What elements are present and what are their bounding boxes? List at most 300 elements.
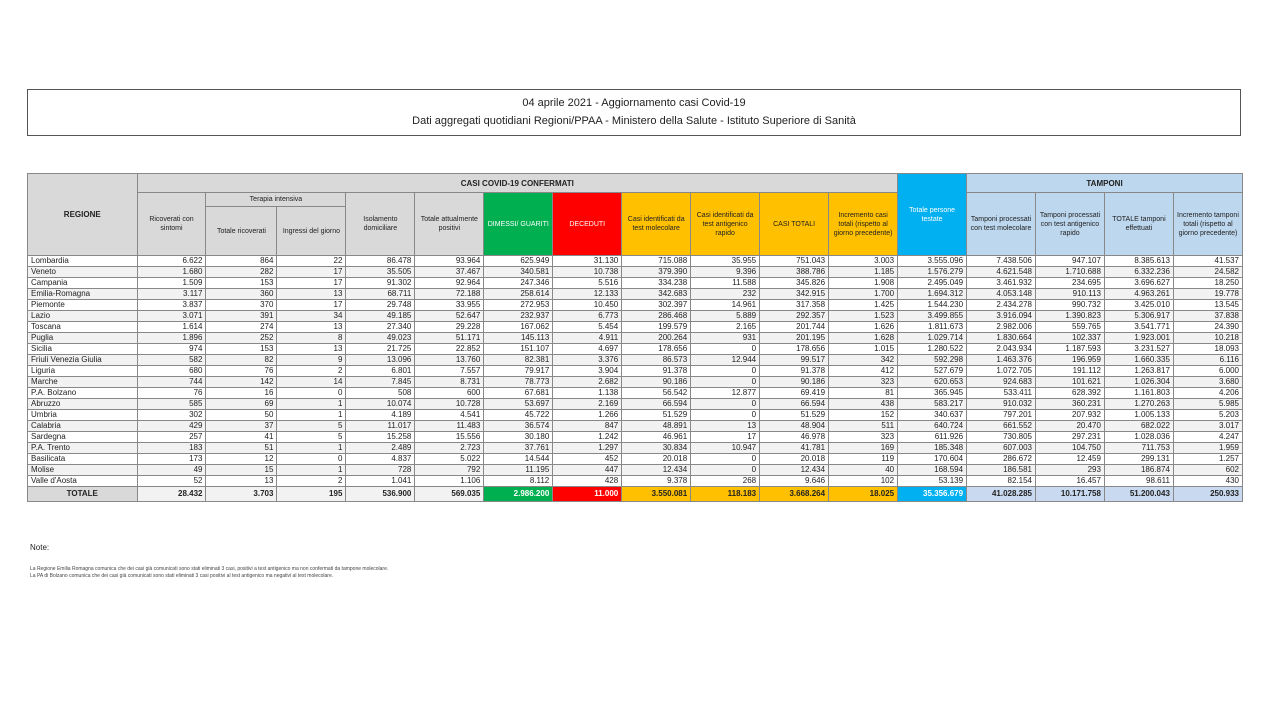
value-cell: 924.683 xyxy=(967,377,1036,388)
value-cell: 5.454 xyxy=(553,322,622,333)
value-cell: 559.765 xyxy=(1036,322,1105,333)
value-cell: 56.542 xyxy=(622,388,691,399)
value-cell: 2.495.049 xyxy=(898,278,967,289)
value-cell: 1.106 xyxy=(415,476,484,487)
report-title: 04 aprile 2021 - Aggiornamento casi Covid-19 xyxy=(522,97,746,109)
value-cell: 35.505 xyxy=(346,267,415,278)
value-cell: 51.529 xyxy=(760,410,829,421)
value-cell: 167.062 xyxy=(484,322,553,333)
region-cell: Emilia-Romagna xyxy=(28,289,138,300)
value-cell: 10.947 xyxy=(691,443,760,454)
value-cell: 178.656 xyxy=(622,344,691,355)
value-cell: 751.043 xyxy=(760,256,829,267)
value-cell: 82.381 xyxy=(484,355,553,366)
value-cell: 90.186 xyxy=(760,377,829,388)
value-cell: 715.088 xyxy=(622,256,691,267)
col-attualmente-positivi: Totale attualmente positivi xyxy=(415,193,484,256)
value-cell: 145.113 xyxy=(484,333,553,344)
value-cell: 2 xyxy=(277,476,346,487)
value-cell: 30.180 xyxy=(484,432,553,443)
value-cell: 3.668.264 xyxy=(760,487,829,502)
value-cell: 102 xyxy=(829,476,898,487)
col-ricoverati: Ricoverati con sintomi xyxy=(137,193,206,256)
value-cell: 12.434 xyxy=(622,465,691,476)
value-cell: 3.425.010 xyxy=(1104,300,1173,311)
value-cell: 6.000 xyxy=(1173,366,1242,377)
region-cell: Campania xyxy=(28,278,138,289)
value-cell: 640.724 xyxy=(898,421,967,432)
value-cell: 6.801 xyxy=(346,366,415,377)
value-cell: 428 xyxy=(553,476,622,487)
value-cell: 52 xyxy=(137,476,206,487)
value-cell: 0 xyxy=(691,410,760,421)
value-cell: 118.183 xyxy=(691,487,760,502)
value-cell: 3.376 xyxy=(553,355,622,366)
value-cell: 1.628 xyxy=(829,333,898,344)
value-cell: 46.978 xyxy=(760,432,829,443)
value-cell: 1.280.522 xyxy=(898,344,967,355)
value-cell: 3.461.932 xyxy=(967,278,1036,289)
table-row xyxy=(28,322,1243,333)
col-deceduti: DECEDUTI xyxy=(553,193,622,256)
table-row xyxy=(28,278,1243,289)
value-cell: 3.555.096 xyxy=(898,256,967,267)
value-cell: 1.297 xyxy=(553,443,622,454)
value-cell: 22.852 xyxy=(415,344,484,355)
value-cell: 13.760 xyxy=(415,355,484,366)
table-row xyxy=(28,410,1243,421)
value-cell: 40 xyxy=(829,465,898,476)
value-cell: 2.489 xyxy=(346,443,415,454)
value-cell: 10.171.758 xyxy=(1036,487,1105,502)
value-cell: 178.656 xyxy=(760,344,829,355)
value-cell: 13 xyxy=(691,421,760,432)
col-test-molecolare: Casi identificati da test molecolare xyxy=(622,193,691,256)
value-cell: 293 xyxy=(1036,465,1105,476)
value-cell: 232.937 xyxy=(484,311,553,322)
value-cell: 592.298 xyxy=(898,355,967,366)
value-cell: 4.697 xyxy=(553,344,622,355)
value-cell: 199.579 xyxy=(622,322,691,333)
value-cell: 258.614 xyxy=(484,289,553,300)
value-cell: 1.266 xyxy=(553,410,622,421)
value-cell: 252 xyxy=(206,333,277,344)
value-cell: 98.611 xyxy=(1104,476,1173,487)
value-cell: 1.576.279 xyxy=(898,267,967,278)
value-cell: 69.419 xyxy=(760,388,829,399)
value-cell: 11.483 xyxy=(415,421,484,432)
value-cell: 1 xyxy=(277,443,346,454)
value-cell: 53.139 xyxy=(898,476,967,487)
notes-label: Note: xyxy=(30,543,50,552)
value-cell: 207.932 xyxy=(1036,410,1105,421)
value-cell: 201.195 xyxy=(760,333,829,344)
value-cell: 365.945 xyxy=(898,388,967,399)
value-cell: 14.961 xyxy=(691,300,760,311)
value-cell: 41 xyxy=(206,432,277,443)
col-regione: REGIONE xyxy=(28,174,138,256)
value-cell: 1.811.673 xyxy=(898,322,967,333)
value-cell: 268 xyxy=(691,476,760,487)
value-cell: 82.154 xyxy=(967,476,1036,487)
region-cell: Marche xyxy=(28,377,138,388)
value-cell: 41.537 xyxy=(1173,256,1242,267)
value-cell: 7.845 xyxy=(346,377,415,388)
value-cell: 92.964 xyxy=(415,278,484,289)
value-cell: 3.117 xyxy=(137,289,206,300)
value-cell: 360.231 xyxy=(1036,399,1105,410)
value-cell: 10.218 xyxy=(1173,333,1242,344)
col-test-antigenico: Casi identificati da test antigenico rapido xyxy=(691,193,760,256)
group-terapia-intensiva: Terapia intensiva xyxy=(206,193,346,207)
value-cell: 602 xyxy=(1173,465,1242,476)
value-cell: 342.915 xyxy=(760,289,829,300)
col-tamponi-antigenico: Tamponi processati con test antigenico rapido xyxy=(1036,193,1105,256)
value-cell: 24.582 xyxy=(1173,267,1242,278)
table-row xyxy=(28,333,1243,344)
value-cell: 1.959 xyxy=(1173,443,1242,454)
value-cell: 18.025 xyxy=(829,487,898,502)
value-cell: 49 xyxy=(137,465,206,476)
value-cell: 628.392 xyxy=(1036,388,1105,399)
value-cell: 0 xyxy=(277,454,346,465)
value-cell: 45.722 xyxy=(484,410,553,421)
value-cell: 1.138 xyxy=(553,388,622,399)
value-cell: 119 xyxy=(829,454,898,465)
value-cell: 91.378 xyxy=(760,366,829,377)
value-cell: 20.018 xyxy=(622,454,691,465)
value-cell: 67.681 xyxy=(484,388,553,399)
value-cell: 16.457 xyxy=(1036,476,1105,487)
value-cell: 1.896 xyxy=(137,333,206,344)
value-cell: 12.434 xyxy=(760,465,829,476)
value-cell: 429 xyxy=(137,421,206,432)
table-row xyxy=(28,311,1243,322)
value-cell: 611.926 xyxy=(898,432,967,443)
value-cell: 151.107 xyxy=(484,344,553,355)
value-cell: 1.509 xyxy=(137,278,206,289)
value-cell: 20.470 xyxy=(1036,421,1105,432)
table-row xyxy=(28,256,1243,267)
value-cell: 6.622 xyxy=(137,256,206,267)
value-cell: 974 xyxy=(137,344,206,355)
value-cell: 286.672 xyxy=(967,454,1036,465)
value-cell: 21.725 xyxy=(346,344,415,355)
value-cell: 35.955 xyxy=(691,256,760,267)
value-cell: 14 xyxy=(277,377,346,388)
table-row xyxy=(28,399,1243,410)
table-row xyxy=(28,289,1243,300)
table-row xyxy=(28,454,1243,465)
value-cell: 323 xyxy=(829,377,898,388)
value-cell: 7.557 xyxy=(415,366,484,377)
value-cell: 31.130 xyxy=(553,256,622,267)
value-cell: 48.891 xyxy=(622,421,691,432)
value-cell: 8.731 xyxy=(415,377,484,388)
value-cell: 51.529 xyxy=(622,410,691,421)
value-cell: 66.594 xyxy=(622,399,691,410)
col-ti-totale: Totale ricoverati xyxy=(206,207,277,256)
value-cell: 1.908 xyxy=(829,278,898,289)
value-cell: 6.332.236 xyxy=(1104,267,1173,278)
value-cell: 185.348 xyxy=(898,443,967,454)
value-cell: 536.900 xyxy=(346,487,415,502)
region-cell: Umbria xyxy=(28,410,138,421)
value-cell: 1 xyxy=(277,399,346,410)
value-cell: 173 xyxy=(137,454,206,465)
value-cell: 1.694.312 xyxy=(898,289,967,300)
value-cell: 3.231.527 xyxy=(1104,344,1173,355)
value-cell: 585 xyxy=(137,399,206,410)
value-cell: 186.874 xyxy=(1104,465,1173,476)
value-cell: 302.397 xyxy=(622,300,691,311)
value-cell: 10.728 xyxy=(415,399,484,410)
value-cell: 5.985 xyxy=(1173,399,1242,410)
value-cell: 744 xyxy=(137,377,206,388)
table-row xyxy=(28,366,1243,377)
region-cell: P.A. Bolzano xyxy=(28,388,138,399)
value-cell: 412 xyxy=(829,366,898,377)
value-cell: 51.171 xyxy=(415,333,484,344)
table-row xyxy=(28,300,1243,311)
value-cell: 910.113 xyxy=(1036,289,1105,300)
value-cell: 169 xyxy=(829,443,898,454)
region-cell: Valle d'Aosta xyxy=(28,476,138,487)
col-isolamento: Isolamento domiciliare xyxy=(346,193,415,256)
value-cell: 5 xyxy=(277,421,346,432)
value-cell: 9.396 xyxy=(691,267,760,278)
value-cell: 8.385.613 xyxy=(1104,256,1173,267)
table-row xyxy=(28,443,1243,454)
value-cell: 1.041 xyxy=(346,476,415,487)
value-cell: 661.552 xyxy=(967,421,1036,432)
value-cell: 201.744 xyxy=(760,322,829,333)
value-cell: 15.556 xyxy=(415,432,484,443)
value-cell: 4.247 xyxy=(1173,432,1242,443)
value-cell: 4.206 xyxy=(1173,388,1242,399)
value-cell: 53.697 xyxy=(484,399,553,410)
value-cell: 4.541 xyxy=(415,410,484,421)
value-cell: 29.748 xyxy=(346,300,415,311)
value-cell: 13 xyxy=(206,476,277,487)
value-cell: 1.242 xyxy=(553,432,622,443)
value-cell: 711.753 xyxy=(1104,443,1173,454)
value-cell: 48.904 xyxy=(760,421,829,432)
table-row xyxy=(28,421,1243,432)
value-cell: 1 xyxy=(277,465,346,476)
value-cell: 990.732 xyxy=(1036,300,1105,311)
col-persone-testate: Totale persone testate xyxy=(898,174,967,256)
region-cell: Basilicata xyxy=(28,454,138,465)
value-cell: 200.264 xyxy=(622,333,691,344)
value-cell: 340.581 xyxy=(484,267,553,278)
value-cell: 1.072.705 xyxy=(967,366,1036,377)
col-incremento-casi: Incremento casi totali (rispetto al giorno precedente) xyxy=(829,193,898,256)
value-cell: 334.238 xyxy=(622,278,691,289)
region-cell: Lazio xyxy=(28,311,138,322)
value-cell: 13 xyxy=(277,289,346,300)
col-casi-totali: CASI TOTALI xyxy=(760,193,829,256)
value-cell: 153 xyxy=(206,344,277,355)
value-cell: 186.581 xyxy=(967,465,1036,476)
value-cell: 104.750 xyxy=(1036,443,1105,454)
value-cell: 4.837 xyxy=(346,454,415,465)
value-cell: 37.761 xyxy=(484,443,553,454)
region-cell: Abruzzo xyxy=(28,399,138,410)
value-cell: 345.826 xyxy=(760,278,829,289)
value-cell: 340.637 xyxy=(898,410,967,421)
value-cell: 17 xyxy=(691,432,760,443)
value-cell: 41.028.285 xyxy=(967,487,1036,502)
region-cell: Molise xyxy=(28,465,138,476)
notes-section xyxy=(30,543,388,580)
value-cell: 4.911 xyxy=(553,333,622,344)
value-cell: 91.378 xyxy=(622,366,691,377)
col-incremento-tamponi: Incremento tamponi totali (rispetto al giorno precedente) xyxy=(1173,193,1242,256)
value-cell: 3.550.081 xyxy=(622,487,691,502)
value-cell: 19.778 xyxy=(1173,289,1242,300)
value-cell: 317.358 xyxy=(760,300,829,311)
value-cell: 18.250 xyxy=(1173,278,1242,289)
region-cell: Veneto xyxy=(28,267,138,278)
value-cell: 17 xyxy=(277,267,346,278)
value-cell: 682.022 xyxy=(1104,421,1173,432)
value-cell: 90.186 xyxy=(622,377,691,388)
value-cell: 447 xyxy=(553,465,622,476)
value-cell: 72.188 xyxy=(415,289,484,300)
value-cell: 5.516 xyxy=(553,278,622,289)
value-cell: 272.953 xyxy=(484,300,553,311)
value-cell: 12.459 xyxy=(1036,454,1105,465)
group-tamponi: TAMPONI xyxy=(967,174,1243,193)
value-cell: 2.723 xyxy=(415,443,484,454)
value-cell: 8 xyxy=(277,333,346,344)
value-cell: 360 xyxy=(206,289,277,300)
value-cell: 1.270.263 xyxy=(1104,399,1173,410)
value-cell: 1.187.593 xyxy=(1036,344,1105,355)
report-title-box xyxy=(27,89,1241,136)
value-cell: 11.588 xyxy=(691,278,760,289)
value-cell: 3.916.094 xyxy=(967,311,1036,322)
value-cell: 1.700 xyxy=(829,289,898,300)
value-cell: 102.337 xyxy=(1036,333,1105,344)
value-cell: 86.573 xyxy=(622,355,691,366)
value-cell: 12 xyxy=(206,454,277,465)
value-cell: 101.621 xyxy=(1036,377,1105,388)
value-cell: 6.773 xyxy=(553,311,622,322)
value-cell: 3.071 xyxy=(137,311,206,322)
value-cell: 508 xyxy=(346,388,415,399)
value-cell: 1.830.664 xyxy=(967,333,1036,344)
value-cell: 22 xyxy=(277,256,346,267)
col-ti-ingressi: Ingressi del giorno xyxy=(277,207,346,256)
value-cell: 99.517 xyxy=(760,355,829,366)
value-cell: 625.949 xyxy=(484,256,553,267)
value-cell: 28.432 xyxy=(137,487,206,502)
table-body xyxy=(28,256,1243,502)
value-cell: 8.112 xyxy=(484,476,553,487)
region-cell: Toscana xyxy=(28,322,138,333)
value-cell: 1.544.230 xyxy=(898,300,967,311)
value-cell: 91.302 xyxy=(346,278,415,289)
value-cell: 234.695 xyxy=(1036,278,1105,289)
value-cell: 153 xyxy=(206,278,277,289)
value-cell: 379.390 xyxy=(622,267,691,278)
value-cell: 680 xyxy=(137,366,206,377)
value-cell: 1.463.376 xyxy=(967,355,1036,366)
value-cell: 4.189 xyxy=(346,410,415,421)
value-cell: 569.035 xyxy=(415,487,484,502)
value-cell: 910.032 xyxy=(967,399,1036,410)
value-cell: 582 xyxy=(137,355,206,366)
covid-data-table xyxy=(27,173,1243,502)
value-cell: 13 xyxy=(277,322,346,333)
value-cell: 1.029.714 xyxy=(898,333,967,344)
value-cell: 3.017 xyxy=(1173,421,1242,432)
region-cell: Liguria xyxy=(28,366,138,377)
value-cell: 13.545 xyxy=(1173,300,1242,311)
value-cell: 78.773 xyxy=(484,377,553,388)
value-cell: 76 xyxy=(137,388,206,399)
value-cell: 10.450 xyxy=(553,300,622,311)
value-cell: 5.889 xyxy=(691,311,760,322)
value-cell: 302 xyxy=(137,410,206,421)
value-cell: 0 xyxy=(691,465,760,476)
value-cell: 34 xyxy=(277,311,346,322)
value-cell: 50 xyxy=(206,410,277,421)
value-cell: 4.053.148 xyxy=(967,289,1036,300)
value-cell: 4.621.548 xyxy=(967,267,1036,278)
value-cell: 452 xyxy=(553,454,622,465)
total-row xyxy=(28,487,1243,502)
value-cell: 191.112 xyxy=(1036,366,1105,377)
value-cell: 195 xyxy=(277,487,346,502)
value-cell: 5.022 xyxy=(415,454,484,465)
table-row xyxy=(28,377,1243,388)
value-cell: 323 xyxy=(829,432,898,443)
region-cell: TOTALE xyxy=(28,487,138,502)
value-cell: 3.703 xyxy=(206,487,277,502)
value-cell: 41.781 xyxy=(760,443,829,454)
value-cell: 282 xyxy=(206,267,277,278)
value-cell: 49.185 xyxy=(346,311,415,322)
value-cell: 1.161.803 xyxy=(1104,388,1173,399)
value-cell: 7.438.506 xyxy=(967,256,1036,267)
value-cell: 3.696.627 xyxy=(1104,278,1173,289)
value-cell: 10.074 xyxy=(346,399,415,410)
value-cell: 30.834 xyxy=(622,443,691,454)
value-cell: 12.877 xyxy=(691,388,760,399)
value-cell: 170.604 xyxy=(898,454,967,465)
region-cell: Calabria xyxy=(28,421,138,432)
value-cell: 152 xyxy=(829,410,898,421)
value-cell: 82 xyxy=(206,355,277,366)
table-row xyxy=(28,267,1243,278)
value-cell: 257 xyxy=(137,432,206,443)
value-cell: 600 xyxy=(415,388,484,399)
value-cell: 12.133 xyxy=(553,289,622,300)
report-subtitle: Dati aggregati quotidiani Regioni/PPAA - Ministero della Salute - Istituto Superiore di Sanità xyxy=(412,115,856,127)
region-cell: P.A. Trento xyxy=(28,443,138,454)
value-cell: 947.107 xyxy=(1036,256,1105,267)
value-cell: 36.574 xyxy=(484,421,553,432)
value-cell: 37.467 xyxy=(415,267,484,278)
value-cell: 2.682 xyxy=(553,377,622,388)
value-cell: 1.923.001 xyxy=(1104,333,1173,344)
value-cell: 292.357 xyxy=(760,311,829,322)
value-cell: 1.523 xyxy=(829,311,898,322)
value-cell: 0 xyxy=(277,388,346,399)
